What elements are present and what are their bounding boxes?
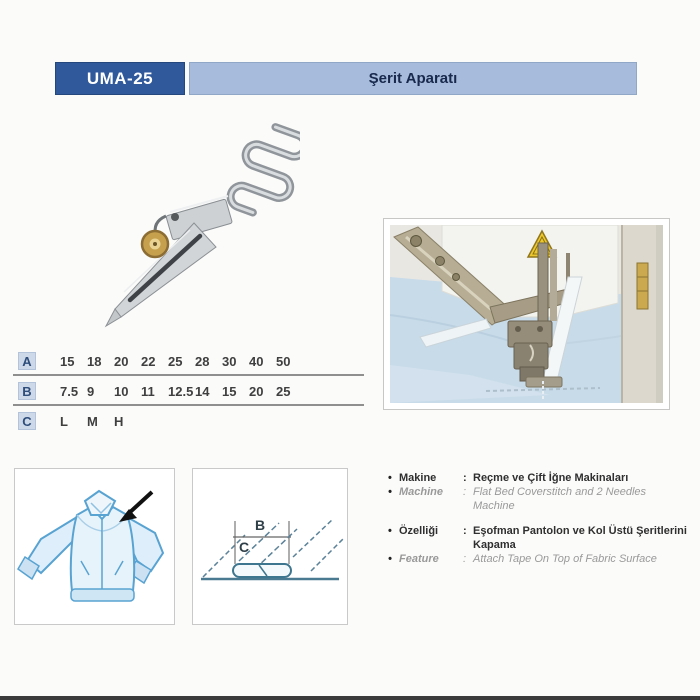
fabric-hatch-right xyxy=(293,519,333,557)
cell: 20 xyxy=(249,383,264,399)
spec-value: Eşofman Pantolon ve Kol Üstü Şeritlerini Kapama xyxy=(473,525,687,551)
bullet-icon: • xyxy=(388,553,392,565)
spec-value: Reçme ve Çift İğne Makinaları xyxy=(473,472,629,484)
cell: 10 xyxy=(114,383,129,399)
cell: 50 xyxy=(276,353,291,369)
spec-row-makine: • Makine : Reçme ve Çift İğne Makinaları xyxy=(388,471,690,485)
spec-label: Makine xyxy=(399,472,437,484)
table-divider xyxy=(13,374,364,376)
cell: 9 xyxy=(87,383,95,399)
table-row-a xyxy=(18,352,303,370)
spec-value: Flat Bed Coverstitch and 2 Needles Machine xyxy=(473,486,647,512)
machine-photo-frame xyxy=(383,218,670,410)
cell: 22 xyxy=(141,353,156,369)
cell: 30 xyxy=(222,353,237,369)
screw xyxy=(171,213,179,221)
cell: 40 xyxy=(249,353,264,369)
cell: 7.5 xyxy=(60,383,79,399)
spec-label: Feature xyxy=(399,553,439,565)
product-title: Şerit Aparatı xyxy=(368,70,458,87)
serpentine-wire xyxy=(227,121,300,222)
product-title-bar xyxy=(189,62,637,95)
row-label-b: B xyxy=(18,382,36,400)
cell: 11 xyxy=(141,383,155,399)
specs-list xyxy=(388,471,690,577)
arrow-icon xyxy=(128,492,152,514)
cell: 20 xyxy=(114,353,129,369)
jacket-diagram-box xyxy=(14,468,175,625)
needle-bar xyxy=(538,243,548,327)
cell: 14 xyxy=(195,383,210,399)
bullet-icon: • xyxy=(388,486,392,498)
jacket-illustration xyxy=(15,469,174,624)
product-photo xyxy=(78,112,300,342)
cell: 15 xyxy=(60,353,75,369)
spec-value: Attach Tape On Top of Fabric Surface xyxy=(473,553,657,565)
row-label-c: C xyxy=(18,412,36,430)
spec-row-feature: • Feature : Attach Tape On Top of Fabric Surface xyxy=(388,552,690,566)
table-divider xyxy=(13,404,364,406)
spec-row-machine: • Machine : Flat Bed Coverstitch and 2 Needles Machine xyxy=(388,485,690,513)
cell: H xyxy=(114,413,124,429)
tape-diagram-box xyxy=(192,468,348,625)
row-label-a: A xyxy=(18,352,36,370)
model-label: UMA-25 xyxy=(86,68,154,88)
cell: 25 xyxy=(168,353,183,369)
cell: L xyxy=(60,413,68,429)
spec-label: Machine xyxy=(399,486,444,498)
cell: 15 xyxy=(222,383,237,399)
cell: 12.5 xyxy=(168,383,194,399)
model-badge xyxy=(55,62,185,95)
cell: 28 xyxy=(195,353,210,369)
tape-cross-section xyxy=(233,564,291,577)
dim-label-c: C xyxy=(239,539,250,555)
spec-label: Özelliği xyxy=(399,525,439,537)
cell: M xyxy=(87,413,98,429)
machine-photo xyxy=(390,225,663,403)
bullet-icon: • xyxy=(388,525,392,537)
table-row-c xyxy=(18,412,141,430)
jacket-hem xyxy=(71,589,134,601)
dim-label-b: B xyxy=(255,517,266,533)
cell: 25 xyxy=(276,383,291,399)
page-bottom-strip xyxy=(0,696,700,700)
gold-fitting xyxy=(637,263,648,309)
binder-attachment-illustration xyxy=(78,112,300,342)
bullet-icon: • xyxy=(388,472,392,484)
table-row-b xyxy=(18,382,303,400)
spec-row-ozelligi: • Özelliği : Eşofman Pantolon ve Kol Üstü Şeritlerini Kapama xyxy=(388,524,690,552)
tape-diagram xyxy=(193,469,347,624)
cell: 18 xyxy=(87,353,102,369)
